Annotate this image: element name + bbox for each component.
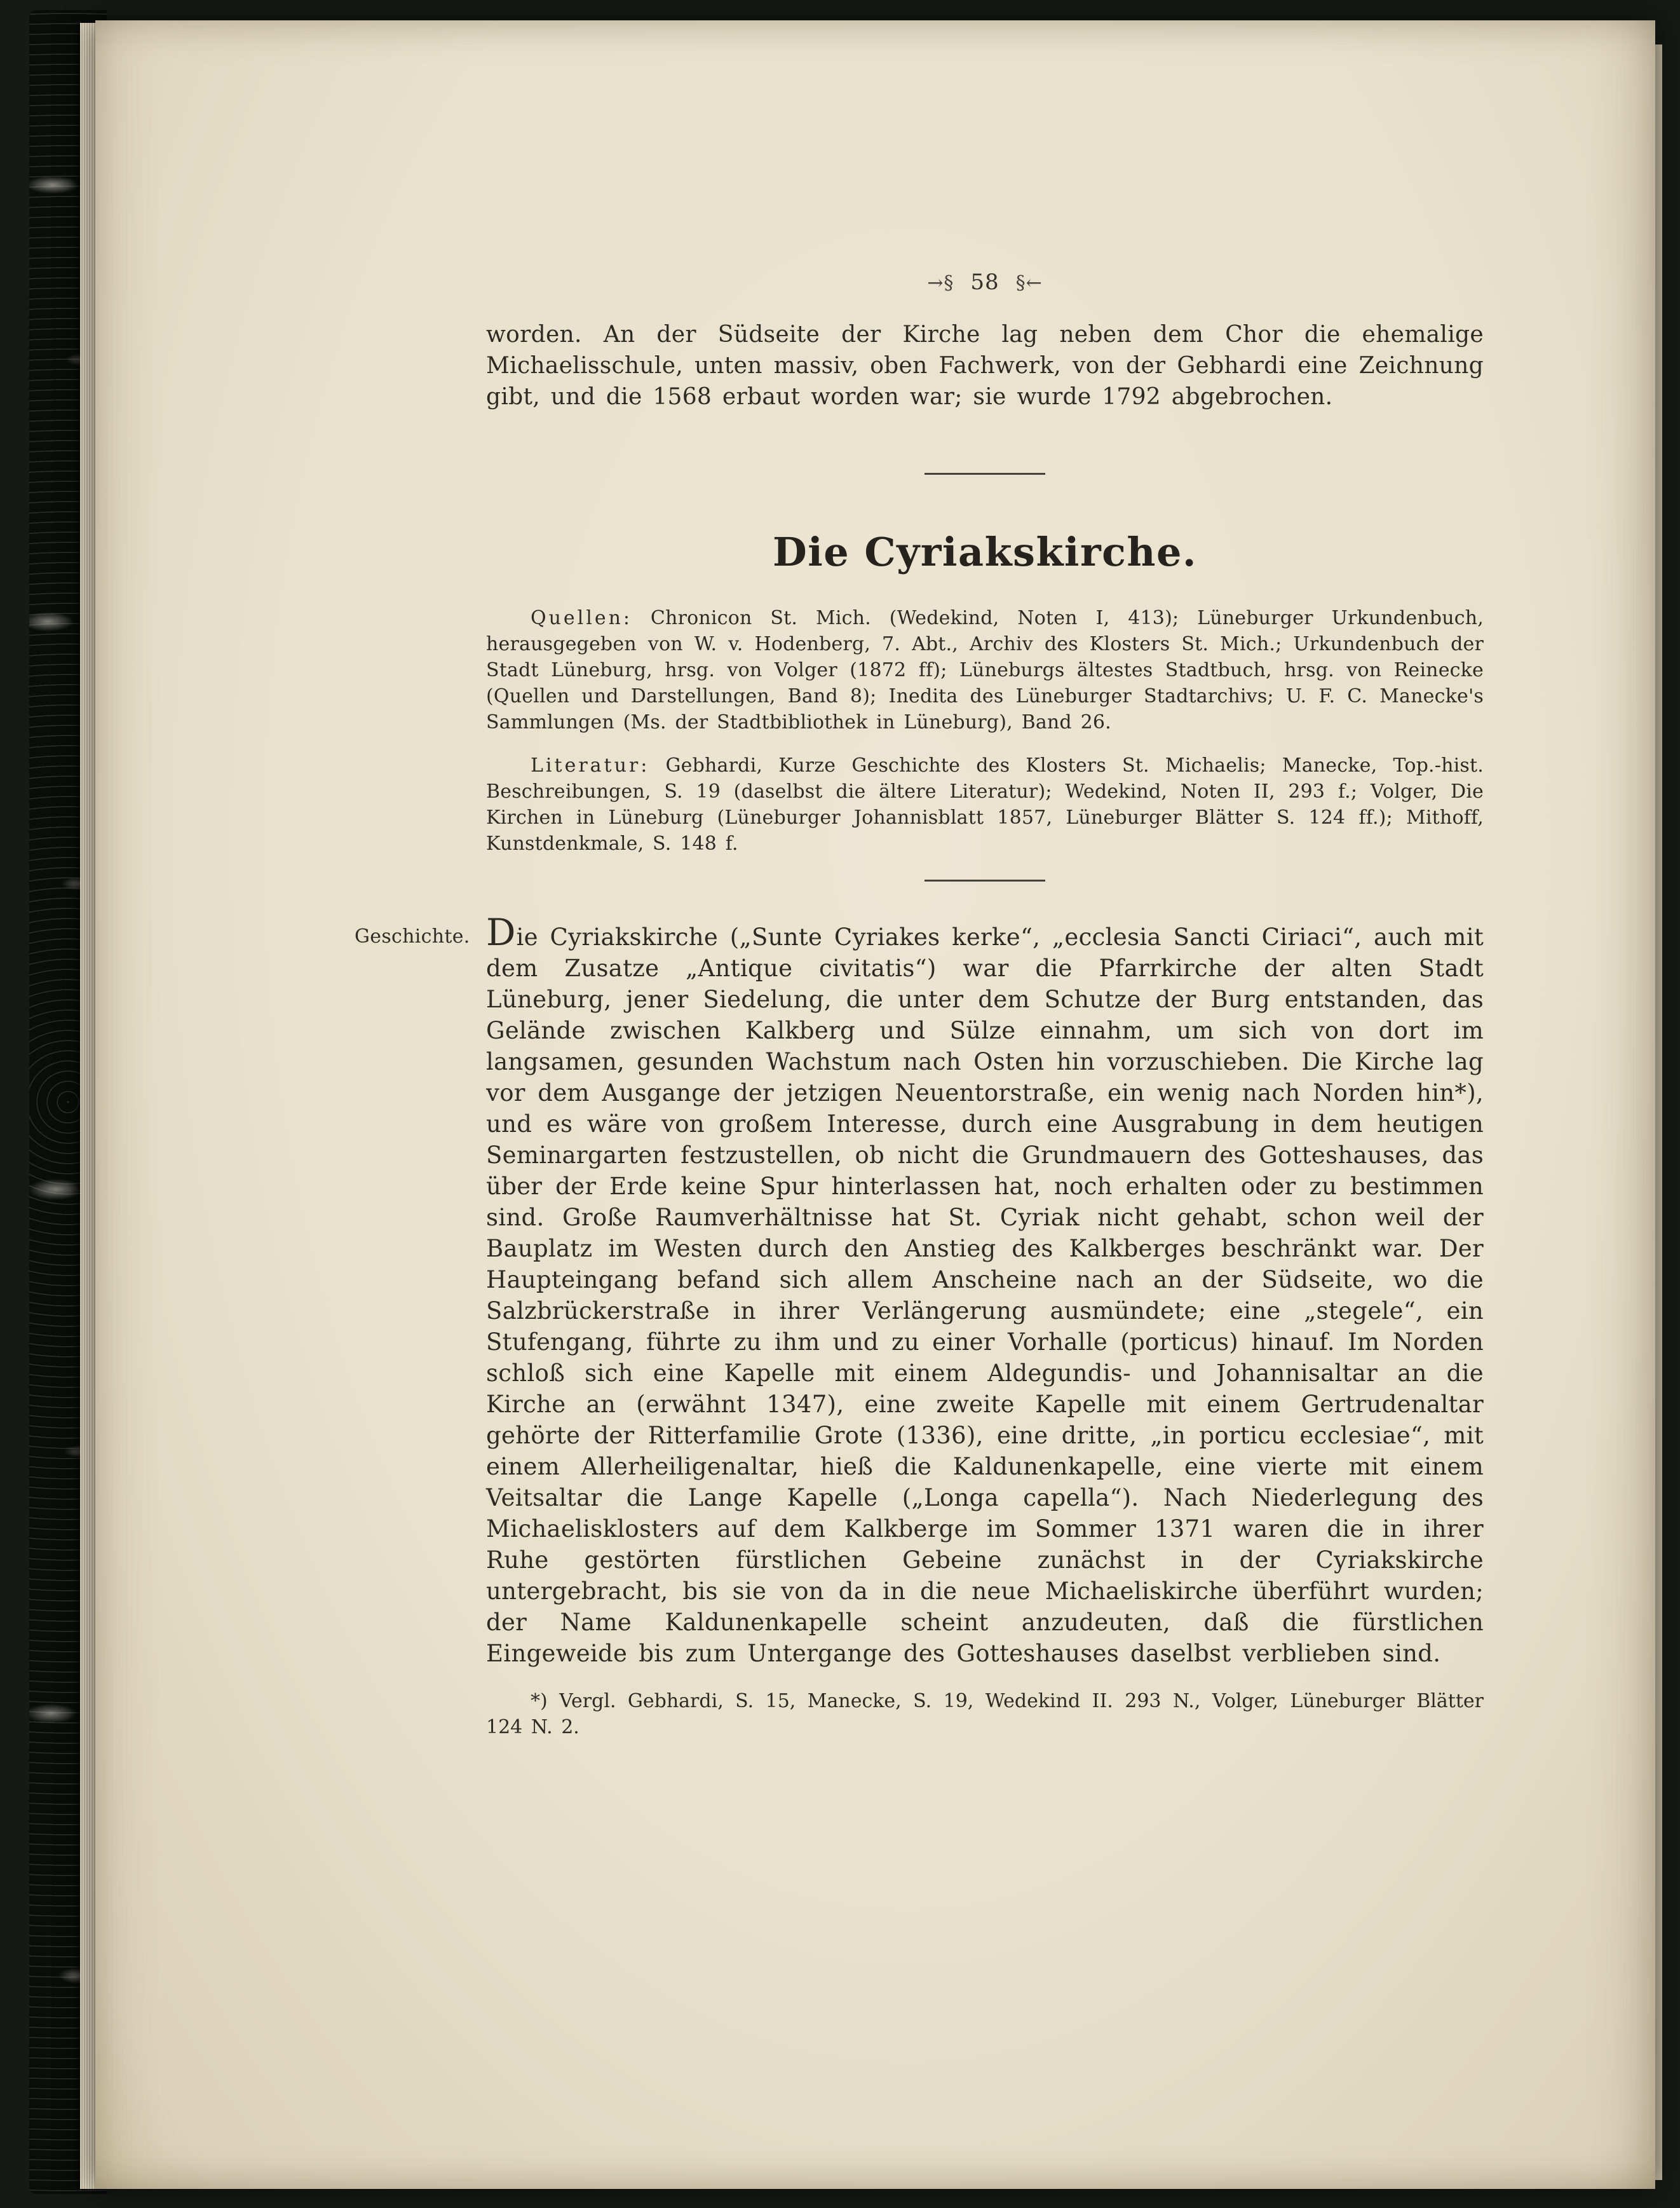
intro-paragraph: worden. An der Südseite der Kirche lag neben dem Chor die ehemalige Michaelisschule, unten massiv, oben Fachwerk, von der Gebhardi eine Zeichnung gibt, und die 1568 erbaut worden war; sie wurde 1792 abgebrochen. bbox=[486, 322, 1484, 410]
header-ornament-left-icon: →§ bbox=[927, 272, 954, 294]
footnote: *) Vergl. Gebhardi, S. 15, Manecke, S. 19, Wedekind II. 293 N., Volger, Lüneburger Blätter 124 N. 2. bbox=[486, 1690, 1484, 1738]
header-ornament-right-icon: §← bbox=[1015, 272, 1043, 294]
drop-cap-initial: D bbox=[486, 911, 517, 954]
section-divider-top bbox=[925, 473, 1045, 475]
sources-text: Chronicon St. Mich. (Wedekind, Noten I, 413); Lüneburger Urkundenbuch, herausgegeben von W. v. Hodenberg, 7. Abt., Archiv des Klosters St. Mich.; Urkundenbuch der Stadt Lüneburg, hrsg. von Volger (1872 ff); Lüneburgs ältestes Stadtbuch, hrsg. von Reinecke (Quellen und Darstellungen, Band 8); Inedita des Lüneburger Stadtarchivs; U. F. C. Manecke's Sammlungen (Ms. der Stadtbibliothek in Lüneburg), Band 26. bbox=[486, 607, 1484, 733]
literature-label: Literatur: bbox=[531, 754, 650, 777]
margin-note-geschichte: Geschichte. bbox=[355, 925, 470, 948]
page-header bbox=[486, 269, 1484, 295]
sources-label: Quellen: bbox=[531, 607, 633, 629]
literature-text: Gebhardi, Kurze Geschichte des Klosters St. Michaelis; Manecke, Top.-hist. Beschreibungen, S. 19 (daselbst die ältere Literatur); Wedekind, Noten II, 293 f.; Volger, Die Kirchen in Lüneburg (Lüneburger Johannisblatt 1857, Lüneburger Blätter S. 124 ff.); Mithoff, Kunstdenkmale, S. 148 f. bbox=[486, 754, 1484, 855]
literature-paragraph bbox=[486, 753, 1484, 857]
history-text: ie Cyriakskirche („Sunte Cyriakes kerke“, „ecclesia Sancti Ciriaci“, auch mit dem Zusatze „Antique civitatis“) war die Pfarrkirche der alten Stadt Lüneburg, jener Siedelung, die unter dem Schutze der Burg entstanden, das Gelände zwischen Kalkberg und Sülze einnahm, um sich von dort im langsamen, gesunden Wachstum nach Osten hin vorzuschieben. Die Kirche lag vor dem Ausgange der jetzigen Neuentorstraße, ein wenig nach Norden hin*), und es wäre von großem Interesse, durch eine Ausgrabung in dem heutigen Seminargarten festzustellen, ob nicht die Grundmauern des Gotteshauses, das über der Erde keine Spur hinterlassen hat, noch erhalten oder zu bestimmen sind. Große Raumverhältnisse hat St. Cyriak nicht gehabt, schon weil der Bauplatz im Westen durch den Anstieg des Kalkberges beschränkt war. Der Haupteingang befand sich allem Anscheine nach an der Südseite, wo die Salzbrückerstraße in ihrer Verlängerung ausmündete; eine „stegele“, ein Stufengang, führte zu ihm und zu einer Vorhalle (porticus) hinauf. Im Norden schloß sich eine Kapelle mit einem Aldegundis- und Johannisaltar an die Kirche an (erwähnt 1347), eine zweite Kapelle mit einem Gertrudenaltar gehörte der Ritterfamilie Grote (1336), eine dritte, „in porticu ecclesiae“, mit einem Allerheiligenaltar, hieß die Kaldunenkapelle, eine vierte mit einem Veitsaltar die Lange Kapelle („Longa capella“). Nach Niederlegung des Michaelisklosters auf dem Kalkberge im Sommer 1371 waren die in ihrer Ruhe gestörten fürstlichen Gebeine zunächst in der Cyriakskirche untergebracht, bis sie von da in die neue Michaeliskirche überführt wurden; der Name Kaldunenkapelle scheint anzudeuten, daß die fürstlichen Eingeweide bis zum Untergange des Gotteshauses daselbst verblieben sind. bbox=[486, 923, 1484, 1667]
main-text-block bbox=[486, 911, 1484, 1740]
history-paragraph bbox=[486, 911, 1484, 1669]
book-page bbox=[95, 20, 1655, 2189]
chapter-heading: Die Cyriakskirche. bbox=[772, 529, 1197, 575]
page-number: 58 bbox=[970, 269, 999, 295]
section-divider-bottom bbox=[925, 880, 1045, 882]
sources-paragraph bbox=[486, 605, 1484, 735]
